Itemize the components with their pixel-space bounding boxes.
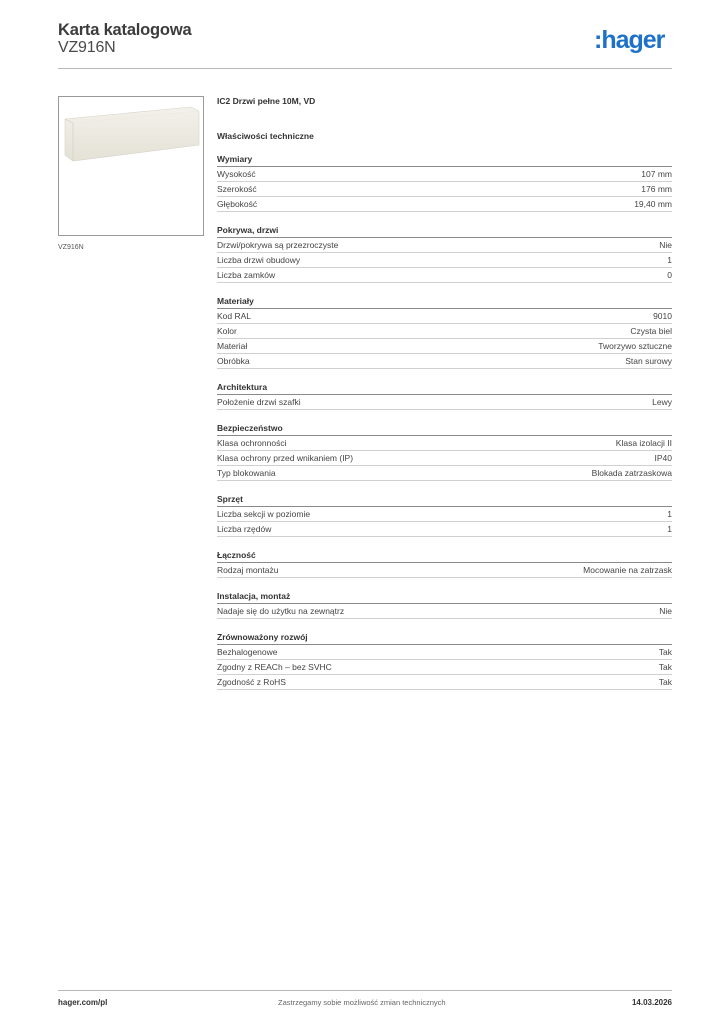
spec-value: Lewy bbox=[652, 397, 672, 407]
spec-label: Zgodność z RoHS bbox=[217, 677, 286, 687]
spec-section bbox=[217, 223, 672, 283]
spec-row bbox=[217, 268, 672, 283]
spec-row bbox=[217, 309, 672, 324]
spec-section bbox=[217, 548, 672, 578]
spec-row bbox=[217, 339, 672, 354]
spec-label: Obróbka bbox=[217, 356, 250, 366]
section-title: Pokrywa, drzwi bbox=[217, 223, 672, 238]
section-title: Architektura bbox=[217, 380, 672, 395]
spec-label: Liczba rzędów bbox=[217, 524, 272, 534]
page-title: Karta katalogowa bbox=[58, 21, 192, 39]
section-title: Wymiary bbox=[217, 152, 672, 167]
spec-label: Klasa ochrony przed wnikaniem (IP) bbox=[217, 453, 354, 463]
spec-section bbox=[217, 380, 672, 410]
spec-value: Stan surowy bbox=[625, 356, 672, 366]
spec-value: 19,40 mm bbox=[634, 199, 672, 209]
spec-value: 176 mm bbox=[641, 184, 672, 194]
spec-value: 1 bbox=[667, 509, 672, 519]
header-divider bbox=[58, 68, 672, 69]
spec-row bbox=[217, 253, 672, 268]
spec-row bbox=[217, 395, 672, 410]
spec-section bbox=[217, 492, 672, 537]
spec-label: Klasa ochronności bbox=[217, 438, 287, 448]
spec-label: Szerokość bbox=[217, 184, 257, 194]
section-title: Bezpieczeństwo bbox=[217, 421, 672, 436]
spec-value: Nie bbox=[659, 240, 672, 250]
spec-value: Tak bbox=[658, 677, 672, 687]
spec-value: Blokada zatrzaskowa bbox=[591, 468, 672, 478]
spec-label: Rodzaj montażu bbox=[217, 565, 279, 575]
spec-value: 1 bbox=[667, 524, 672, 534]
spec-row bbox=[217, 354, 672, 369]
spec-value: Tak bbox=[658, 647, 672, 657]
spec-label: Liczba sekcji w poziomie bbox=[217, 509, 311, 519]
spec-content bbox=[217, 94, 672, 690]
spec-label: Zgodny z REACh – bez SVHC bbox=[217, 662, 332, 672]
spec-row bbox=[217, 660, 672, 675]
product-code: VZ916N bbox=[58, 39, 116, 56]
spec-value: Tak bbox=[658, 662, 672, 672]
spec-value: 9010 bbox=[653, 311, 672, 321]
spec-label: Drzwi/pokrywa są przezroczyste bbox=[217, 240, 339, 250]
spec-row bbox=[217, 645, 672, 660]
product-name: IC2 Drzwi pełne 10M, VD bbox=[217, 96, 316, 106]
spec-value: 1 bbox=[667, 255, 672, 265]
product-image bbox=[63, 105, 201, 163]
spec-label: Położenie drzwi szafki bbox=[217, 397, 301, 407]
spec-label: Głębokość bbox=[217, 199, 258, 209]
spec-value: Czysta biel bbox=[630, 326, 672, 336]
spec-value: Klasa izolacji II bbox=[615, 438, 672, 448]
spec-row bbox=[217, 167, 672, 182]
spec-row bbox=[217, 182, 672, 197]
spec-row bbox=[217, 451, 672, 466]
section-title: Zrównoważony rozwój bbox=[217, 630, 672, 645]
footer-website-link[interactable]: hager.com/pl bbox=[58, 998, 108, 1007]
spec-label: Typ blokowania bbox=[217, 468, 276, 478]
spec-row bbox=[217, 324, 672, 339]
spec-row bbox=[217, 238, 672, 253]
spec-value: IP40 bbox=[654, 453, 672, 463]
spec-label: Bezhalogenowe bbox=[217, 647, 278, 657]
spec-value: 0 bbox=[667, 270, 672, 280]
footer-divider bbox=[58, 990, 672, 991]
spec-section bbox=[217, 630, 672, 690]
spec-label: Nadaje się do użytku na zewnątrz bbox=[217, 606, 345, 616]
spec-row bbox=[217, 436, 672, 451]
properties-heading: Właściwości techniczne bbox=[217, 131, 314, 141]
spec-value: Nie bbox=[659, 606, 672, 616]
spec-label: Kolor bbox=[217, 326, 237, 336]
spec-section bbox=[217, 421, 672, 481]
product-image-frame bbox=[58, 96, 204, 236]
footer-date: 14.03.2026 bbox=[631, 998, 672, 1007]
spec-row bbox=[217, 675, 672, 690]
spec-section bbox=[217, 589, 672, 619]
spec-label: Kod RAL bbox=[217, 311, 252, 321]
spec-section bbox=[217, 152, 672, 212]
section-title: Instalacja, montaż bbox=[217, 589, 672, 604]
section-title: Materiały bbox=[217, 294, 672, 309]
spec-value: Mocowanie na zatrzask bbox=[583, 565, 672, 575]
image-caption: VZ916N bbox=[58, 244, 84, 251]
spec-label: Materiał bbox=[217, 341, 248, 351]
spec-sections bbox=[217, 152, 672, 690]
spec-label: Liczba zamków bbox=[217, 270, 276, 280]
spec-value: Tworzywo sztuczne bbox=[598, 341, 672, 351]
spec-row bbox=[217, 604, 672, 619]
spec-row bbox=[217, 466, 672, 481]
hager-logo[interactable]: :hager bbox=[594, 26, 665, 54]
section-title: Sprzęt bbox=[217, 492, 672, 507]
spec-row bbox=[217, 197, 672, 212]
footer-disclaimer: Zastrzegamy sobie możliwość zmian technicznych bbox=[278, 998, 446, 1007]
spec-row bbox=[217, 507, 672, 522]
spec-value: 107 mm bbox=[641, 169, 672, 179]
spec-label: Wysokość bbox=[217, 169, 256, 179]
section-title: Łączność bbox=[217, 548, 672, 563]
spec-row bbox=[217, 522, 672, 537]
spec-row bbox=[217, 563, 672, 578]
spec-section bbox=[217, 294, 672, 369]
spec-label: Liczba drzwi obudowy bbox=[217, 255, 301, 265]
